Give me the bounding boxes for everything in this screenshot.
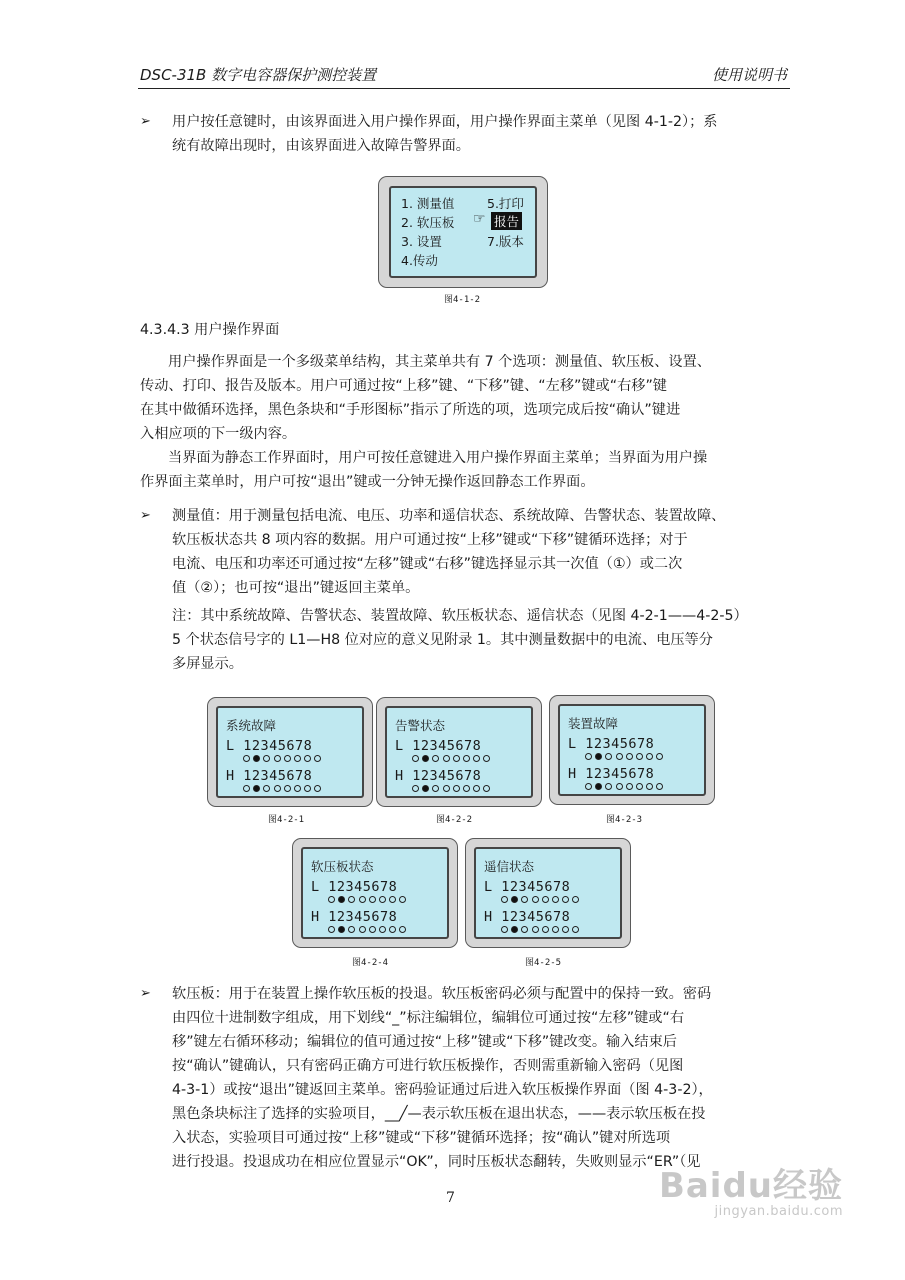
- status-bit-off-icon: [473, 755, 480, 762]
- status-bit-off-icon: [314, 755, 321, 762]
- status-bit-off-icon: [328, 896, 335, 903]
- status-title: 软压板状态: [311, 859, 374, 874]
- status-bit-off-icon: [274, 785, 281, 792]
- status-bit-off-icon: [501, 896, 508, 903]
- status-bit-off-icon: [501, 926, 508, 933]
- status-bit-off-icon: [483, 755, 490, 762]
- status-bit-off-icon: [369, 896, 376, 903]
- text-line: 移”键左右循环移动；编辑位的值可通过按“上移”键或“下移”键改变。输入结束后: [172, 1034, 677, 1050]
- bullet-icon: ➢: [140, 508, 151, 523]
- status-bit-on-icon: [338, 926, 345, 933]
- status-bit-on-icon: [511, 896, 518, 903]
- watermark-brand: Baidu经验: [658, 1166, 843, 1206]
- status-row-low: L 12345678: [395, 738, 482, 754]
- status-bit-off-icon: [314, 785, 321, 792]
- status-bit-off-icon: [263, 785, 270, 792]
- status-bit-off-icon: [605, 783, 612, 790]
- text-line: 用户操作界面是一个多级菜单结构，其主菜单共有 7 个选项：测量值、软压板、设置、: [168, 354, 711, 370]
- status-row-high: H 12345678: [395, 768, 482, 784]
- status-screen: [385, 706, 533, 798]
- text-line: 进行投退。投退成功在相应位置显示“OK”，同时压板状态翻转，失败则显示“ER”（见: [172, 1154, 701, 1170]
- section-title: 4.3.4.3 用户操作界面: [140, 322, 280, 338]
- status-title: 告警状态: [395, 718, 446, 733]
- status-bit-off-icon: [616, 783, 623, 790]
- text-line: 多屏显示。: [172, 656, 243, 672]
- status-bit-off-icon: [263, 755, 270, 762]
- status-bit-off-icon: [274, 755, 281, 762]
- figure-caption: 图4-2-5: [525, 958, 562, 968]
- status-row-high: H 12345678: [226, 768, 313, 784]
- status-bit-off-icon: [284, 785, 291, 792]
- status-bit-off-icon: [412, 785, 419, 792]
- status-bit-off-icon: [473, 785, 480, 792]
- status-device-5: [465, 838, 631, 948]
- figure-caption: 图4-1-2: [444, 295, 481, 305]
- note-paragraph: [172, 604, 748, 676]
- status-row-high: H 12345678: [484, 909, 571, 925]
- text-line: 5 个状态信号字的 L1—H8 位对应的意义见附录 1。其中测量数据中的电流、电压等分: [172, 632, 713, 648]
- status-bit-on-icon: [511, 926, 518, 933]
- status-bit-off-icon: [552, 896, 559, 903]
- header-manual-label: 使用说明书: [711, 66, 787, 84]
- main-menu-screen: [389, 186, 537, 278]
- menu-item-print: 5.打印: [487, 196, 524, 211]
- status-bit-off-icon: [572, 896, 579, 903]
- status-bit-indicators: [412, 755, 490, 762]
- status-bit-off-icon: [348, 926, 355, 933]
- status-bit-off-icon: [399, 926, 406, 933]
- intro-paragraph: [172, 110, 717, 158]
- status-bit-off-icon: [626, 753, 633, 760]
- text-line: 在其中做循环选择，黑色条块和“手形图标”指示了所选的项，选项完成后按“确认”键进: [140, 402, 681, 418]
- text-line: 软压板状态共 8 项内容的数据。用户可通过按“上移”键或“下移”键循环选择；对于: [172, 532, 688, 548]
- status-bit-off-icon: [243, 755, 250, 762]
- text-line: 入状态，实验项目可通过按“上移”键或“下移”键循环选择；按“确认”键对所选项: [172, 1130, 671, 1146]
- status-row-low: L 12345678: [226, 738, 313, 754]
- status-bit-off-icon: [304, 755, 311, 762]
- menu-item-settings: 3. 设置: [401, 234, 442, 249]
- measure-paragraph: [172, 504, 725, 600]
- softplate-paragraph: [172, 982, 713, 1174]
- header-title: DSC-31B 数字电容器保护测控装置: [140, 66, 377, 84]
- status-bit-off-icon: [636, 753, 643, 760]
- status-bit-off-icon: [379, 926, 386, 933]
- text-line: 入相应项的下一级内容。: [140, 426, 297, 442]
- status-bit-off-icon: [542, 896, 549, 903]
- main-menu-device: [378, 176, 548, 288]
- status-bit-off-icon: [646, 753, 653, 760]
- status-bit-off-icon: [369, 926, 376, 933]
- status-bit-off-icon: [483, 785, 490, 792]
- text-line: 按“确认”键确认，只有密码正确方可进行软压板操作，否则需重新输入密码（见图: [172, 1058, 684, 1074]
- status-bit-off-icon: [646, 783, 653, 790]
- status-bit-off-icon: [656, 783, 663, 790]
- text-line: 测量值：用于测量包括电流、电压、功率和遥信状态、系统故障、告警状态、装置故障、: [172, 508, 726, 524]
- text-line: 当界面为静态工作界面时，用户可按任意键进入用户操作界面主菜单；当界面为用户操: [168, 450, 708, 466]
- hand-pointer-icon: ☞: [473, 211, 486, 227]
- status-bit-indicators: [501, 926, 579, 933]
- status-bit-indicators: [328, 896, 406, 903]
- status-title: 装置故障: [568, 716, 619, 731]
- status-bit-off-icon: [521, 896, 528, 903]
- status-bit-off-icon: [432, 755, 439, 762]
- text-line: 注：其中系统故障、告警状态、装置故障、软压板状态、遥信状态（见图 4-2-1——4-2-5）: [172, 608, 748, 624]
- status-bit-off-icon: [585, 753, 592, 760]
- page-number: 7: [446, 1190, 455, 1206]
- status-bit-off-icon: [294, 755, 301, 762]
- status-bit-off-icon: [562, 926, 569, 933]
- text-line: 作界面主菜单时，用户可按“退出”键或一分钟无操作返回静态工作界面。: [140, 474, 595, 490]
- status-device-4: [292, 838, 458, 948]
- status-bit-off-icon: [532, 896, 539, 903]
- status-bit-off-icon: [243, 785, 250, 792]
- text-line: 用户按任意键时，由该界面进入用户操作界面，用户操作界面主菜单（见图 4-1-2）；系: [172, 114, 718, 130]
- status-row-low: L 12345678: [311, 879, 398, 895]
- status-bit-off-icon: [443, 785, 450, 792]
- text-line: 值（②）；也可按“退出”键返回主菜单。: [172, 580, 420, 596]
- status-bit-indicators: [328, 926, 406, 933]
- status-bit-off-icon: [284, 755, 291, 762]
- status-bit-off-icon: [463, 755, 470, 762]
- status-bit-off-icon: [532, 926, 539, 933]
- status-row-low: L 12345678: [484, 879, 571, 895]
- bullet-icon: ➢: [140, 114, 151, 129]
- status-bit-off-icon: [626, 783, 633, 790]
- status-bit-on-icon: [338, 896, 345, 903]
- status-bit-off-icon: [585, 783, 592, 790]
- status-bit-off-icon: [453, 785, 460, 792]
- menu-description-paragraph: [140, 350, 711, 446]
- status-bit-indicators: [501, 896, 579, 903]
- status-bit-off-icon: [412, 755, 419, 762]
- status-bit-indicators: [585, 753, 663, 760]
- status-bit-off-icon: [562, 896, 569, 903]
- status-bit-on-icon: [595, 783, 602, 790]
- status-screen: [558, 704, 706, 796]
- text-line: 由四位十进制数字组成，用下划线“_”标注编辑位，编辑位可通过按“左移”键或“右: [172, 1010, 685, 1026]
- header-rule: [138, 88, 790, 89]
- status-row-low: L 12345678: [568, 736, 655, 752]
- status-bit-off-icon: [359, 896, 366, 903]
- figure-caption: 图4-2-2: [436, 815, 473, 825]
- status-bit-off-icon: [328, 926, 335, 933]
- figure-caption: 图4-2-3: [606, 815, 643, 825]
- menu-item-drive: 4.传动: [401, 253, 438, 268]
- status-bit-indicators: [243, 755, 321, 762]
- status-screen: [474, 847, 622, 939]
- status-bit-off-icon: [542, 926, 549, 933]
- menu-item-softplate: 2. 软压板: [401, 215, 455, 230]
- status-bit-indicators: [243, 785, 321, 792]
- status-bit-off-icon: [359, 926, 366, 933]
- watermark-url: jingyan.baidu.com: [714, 1204, 843, 1219]
- text-line: 统有故障出现时，由该界面进入故障告警界面。: [172, 138, 470, 154]
- status-row-high: H 12345678: [568, 766, 655, 782]
- text-line: 4-3-1）或按“退出”键返回主菜单。密码验证通过后进入软压板操作界面（图 4-3-2），: [172, 1082, 713, 1098]
- status-bit-off-icon: [432, 785, 439, 792]
- text-line: 传动、打印、报告及版本。用户可通过按“上移”键、“下移”键、“左移”键或“右移”键: [140, 378, 667, 394]
- status-bit-off-icon: [636, 783, 643, 790]
- status-device-2: [376, 697, 542, 807]
- status-bit-off-icon: [552, 926, 559, 933]
- status-bit-off-icon: [294, 785, 301, 792]
- navigation-paragraph: [140, 446, 707, 494]
- status-bit-off-icon: [656, 753, 663, 760]
- status-screen: [216, 706, 364, 798]
- text-line: 软压板：用于在装置上操作软压板的投退。软压板密码必须与配置中的保持一致。密码: [172, 986, 712, 1002]
- figure-caption: 图4-2-1: [268, 815, 305, 825]
- text-line: 黑色条块标注了选择的实验项目，__╱—表示软压板在退出状态，——表示软压板在投: [172, 1106, 706, 1122]
- status-bit-on-icon: [253, 785, 260, 792]
- status-bit-off-icon: [389, 926, 396, 933]
- status-bit-off-icon: [453, 755, 460, 762]
- bullet-icon: ➢: [140, 986, 151, 1001]
- status-bit-off-icon: [304, 785, 311, 792]
- status-device-1: [207, 697, 373, 807]
- status-bit-indicators: [585, 783, 663, 790]
- menu-item-report-selected: 报告: [491, 212, 522, 230]
- status-bit-off-icon: [379, 896, 386, 903]
- status-title: 系统故障: [226, 718, 277, 733]
- status-screen: [301, 847, 449, 939]
- status-bit-on-icon: [422, 785, 429, 792]
- status-row-high: H 12345678: [311, 909, 398, 925]
- status-bit-off-icon: [443, 755, 450, 762]
- status-bit-off-icon: [348, 896, 355, 903]
- status-device-3: [549, 695, 715, 805]
- status-bit-off-icon: [389, 896, 396, 903]
- status-bit-off-icon: [399, 896, 406, 903]
- status-bit-on-icon: [253, 755, 260, 762]
- status-bit-off-icon: [605, 753, 612, 760]
- status-bit-off-icon: [572, 926, 579, 933]
- status-bit-off-icon: [616, 753, 623, 760]
- status-bit-off-icon: [521, 926, 528, 933]
- status-bit-off-icon: [463, 785, 470, 792]
- figure-caption: 图4-2-4: [352, 958, 389, 968]
- menu-item-measure: 1. 测量值: [401, 196, 455, 211]
- status-title: 遥信状态: [484, 859, 535, 874]
- status-bit-indicators: [412, 785, 490, 792]
- menu-item-version: 7.版本: [487, 234, 524, 249]
- text-line: 电流、电压和功率还可通过按“左移”键或“右移”键选择显示其一次值（①）或二次: [172, 556, 683, 572]
- status-bit-on-icon: [422, 755, 429, 762]
- status-bit-on-icon: [595, 753, 602, 760]
